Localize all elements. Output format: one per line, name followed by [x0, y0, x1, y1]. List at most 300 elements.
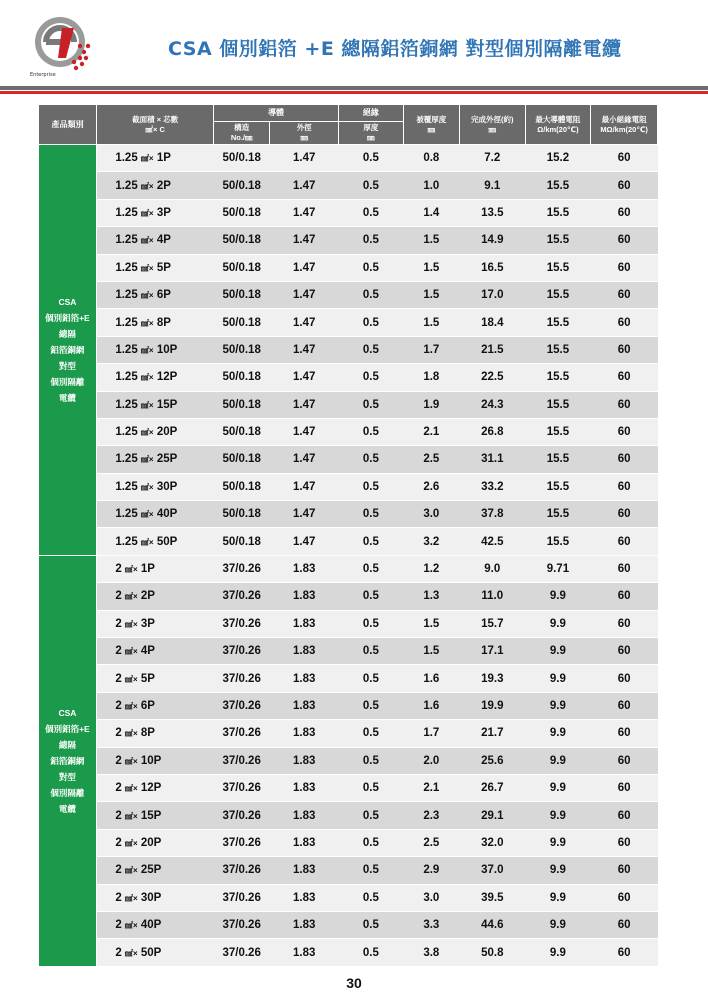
insulation-resistance-cell: 60	[591, 473, 658, 500]
table-row	[39, 747, 658, 774]
sheath-cell: 1.9	[403, 391, 459, 418]
insulation-cell: 0.5	[339, 145, 404, 172]
size-cores-cell: 2 ㎟× 4P	[97, 638, 214, 665]
resistance-cell: 9.9	[525, 610, 591, 637]
sheath-cell: 3.0	[403, 884, 459, 911]
construction-cell: 50/0.18	[214, 364, 270, 391]
insulation-resistance-cell: 60	[591, 281, 658, 308]
insulation-resistance-cell: 60	[591, 172, 658, 199]
table-row	[39, 172, 658, 199]
sheath-cell: 1.5	[403, 610, 459, 637]
insulation-cell: 0.5	[339, 555, 404, 582]
sheath-cell: 1.7	[403, 336, 459, 363]
construction-cell: 37/0.26	[214, 911, 270, 938]
header-cross-section: 截面積 × 芯數 ㎟× C	[97, 105, 214, 145]
table-row	[39, 692, 658, 719]
finished-od-cell: 19.3	[459, 665, 525, 692]
header-finished-od: 完成外徑(約) ㎜	[459, 105, 525, 145]
insulation-cell: 0.5	[339, 364, 404, 391]
sheath-cell: 3.2	[403, 528, 459, 555]
size-cores-cell: 1.25 ㎟× 4P	[97, 227, 214, 254]
header-conductor-construction: 構造 No./㎜	[214, 122, 270, 145]
conductor-od-cell: 1.47	[270, 172, 339, 199]
conductor-od-cell: 1.47	[270, 364, 339, 391]
table-row	[39, 638, 658, 665]
finished-od-cell: 16.5	[459, 254, 525, 281]
header-conductor: 導體	[214, 105, 339, 122]
finished-od-cell: 39.5	[459, 884, 525, 911]
size-cores-cell: 1.25 ㎟× 5P	[97, 254, 214, 281]
insulation-cell: 0.5	[339, 610, 404, 637]
size-cores-cell: 1.25 ㎟× 2P	[97, 172, 214, 199]
insulation-resistance-cell: 60	[591, 254, 658, 281]
conductor-od-cell: 1.47	[270, 227, 339, 254]
finished-od-cell: 13.5	[459, 199, 525, 226]
resistance-cell: 9.9	[525, 939, 591, 966]
conductor-od-cell: 1.83	[270, 638, 339, 665]
construction-cell: 37/0.26	[214, 583, 270, 610]
size-cores-cell: 2 ㎟× 3P	[97, 610, 214, 637]
logo-text: Enterprise	[30, 72, 56, 78]
size-cores-cell: 2 ㎟× 30P	[97, 884, 214, 911]
conductor-od-cell: 1.47	[270, 309, 339, 336]
sheath-cell: 1.5	[403, 281, 459, 308]
insulation-cell: 0.5	[339, 747, 404, 774]
resistance-cell: 15.5	[525, 364, 591, 391]
size-cores-cell: 1.25 ㎟× 50P	[97, 528, 214, 555]
insulation-cell: 0.5	[339, 720, 404, 747]
resistance-cell: 15.5	[525, 227, 591, 254]
table-row	[39, 446, 658, 473]
conductor-od-cell: 1.83	[270, 665, 339, 692]
conductor-od-cell: 1.47	[270, 446, 339, 473]
conductor-od-cell: 1.83	[270, 857, 339, 884]
conductor-od-cell: 1.47	[270, 145, 339, 172]
header-max-resistance: 最大導體電阻 Ω/km(20℃)	[525, 105, 591, 145]
insulation-resistance-cell: 60	[591, 884, 658, 911]
category-label-line: 個別鋁箔+E	[45, 723, 90, 734]
table-row	[39, 391, 658, 418]
category-label-line: 電纜	[58, 392, 76, 403]
sheath-cell: 3.0	[403, 501, 459, 528]
finished-od-cell: 50.8	[459, 939, 525, 966]
table-row	[39, 528, 658, 555]
insulation-resistance-cell: 60	[591, 555, 658, 582]
resistance-cell: 9.9	[525, 583, 591, 610]
sheath-cell: 1.8	[403, 364, 459, 391]
sheath-cell: 2.1	[403, 774, 459, 801]
table-row	[39, 939, 658, 966]
table-row	[39, 227, 658, 254]
insulation-cell: 0.5	[339, 281, 404, 308]
resistance-cell: 15.5	[525, 254, 591, 281]
insulation-cell: 0.5	[339, 172, 404, 199]
size-cores-cell: 2 ㎟× 20P	[97, 829, 214, 856]
category-label-line: 電纜	[58, 803, 76, 814]
finished-od-cell: 11.0	[459, 583, 525, 610]
resistance-cell: 9.9	[525, 829, 591, 856]
conductor-od-cell: 1.47	[270, 501, 339, 528]
insulation-resistance-cell: 60	[591, 336, 658, 363]
table-row	[39, 884, 658, 911]
conductor-od-cell: 1.47	[270, 473, 339, 500]
sheath-cell: 3.8	[403, 939, 459, 966]
category-label	[39, 555, 97, 965]
header-insulation-thickness: 厚度 ㎜	[339, 122, 404, 145]
finished-od-cell: 33.2	[459, 473, 525, 500]
insulation-cell: 0.5	[339, 939, 404, 966]
conductor-od-cell: 1.83	[270, 555, 339, 582]
conductor-od-cell: 1.83	[270, 911, 339, 938]
insulation-cell: 0.5	[339, 501, 404, 528]
insulation-resistance-cell: 60	[591, 638, 658, 665]
insulation-cell: 0.5	[339, 254, 404, 281]
finished-od-cell: 19.9	[459, 692, 525, 719]
sheath-cell: 1.0	[403, 172, 459, 199]
insulation-resistance-cell: 60	[591, 364, 658, 391]
construction-cell: 37/0.26	[214, 665, 270, 692]
finished-od-cell: 21.5	[459, 336, 525, 363]
finished-od-cell: 9.1	[459, 172, 525, 199]
conductor-od-cell: 1.83	[270, 939, 339, 966]
insulation-cell: 0.5	[339, 227, 404, 254]
sheath-cell: 1.5	[403, 309, 459, 336]
page-title: CSA 個別鋁箔 +E 總隔鋁箔銅網 對型個別隔離電纜	[168, 38, 622, 60]
insulation-cell: 0.5	[339, 857, 404, 884]
size-cores-cell: 2 ㎟× 15P	[97, 802, 214, 829]
construction-cell: 37/0.26	[214, 638, 270, 665]
insulation-resistance-cell: 60	[591, 227, 658, 254]
category-label-line: CSA	[58, 296, 77, 307]
insulation-cell: 0.5	[339, 774, 404, 801]
finished-od-cell: 44.6	[459, 911, 525, 938]
construction-cell: 50/0.18	[214, 281, 270, 308]
sheath-cell: 2.3	[403, 802, 459, 829]
conductor-od-cell: 1.83	[270, 884, 339, 911]
table-row	[39, 829, 658, 856]
table-row	[39, 364, 658, 391]
size-cores-cell: 2 ㎟× 6P	[97, 692, 214, 719]
insulation-cell: 0.5	[339, 446, 404, 473]
construction-cell: 37/0.26	[214, 774, 270, 801]
finished-od-cell: 18.4	[459, 309, 525, 336]
resistance-cell: 15.5	[525, 501, 591, 528]
insulation-cell: 0.5	[339, 336, 404, 363]
construction-cell: 50/0.18	[214, 254, 270, 281]
insulation-resistance-cell: 60	[591, 747, 658, 774]
size-cores-cell: 1.25 ㎟× 25P	[97, 446, 214, 473]
insulation-resistance-cell: 60	[591, 610, 658, 637]
category-label	[39, 145, 97, 556]
sheath-cell: 2.1	[403, 418, 459, 445]
insulation-resistance-cell: 60	[591, 199, 658, 226]
insulation-resistance-cell: 60	[591, 145, 658, 172]
insulation-resistance-cell: 60	[591, 774, 658, 801]
category-label-line: 個別鋁箔+E	[45, 312, 90, 323]
conductor-od-cell: 1.83	[270, 692, 339, 719]
size-cores-cell: 1.25 ㎟× 8P	[97, 309, 214, 336]
finished-od-cell: 26.7	[459, 774, 525, 801]
conductor-od-cell: 1.83	[270, 747, 339, 774]
conductor-od-cell: 1.83	[270, 610, 339, 637]
sheath-cell: 1.5	[403, 638, 459, 665]
construction-cell: 37/0.26	[214, 939, 270, 966]
resistance-cell: 9.9	[525, 774, 591, 801]
insulation-resistance-cell: 60	[591, 309, 658, 336]
conductor-od-cell: 1.83	[270, 829, 339, 856]
construction-cell: 37/0.26	[214, 610, 270, 637]
resistance-cell: 9.9	[525, 692, 591, 719]
construction-cell: 37/0.26	[214, 747, 270, 774]
resistance-cell: 9.9	[525, 802, 591, 829]
sheath-cell: 2.5	[403, 829, 459, 856]
conductor-od-cell: 1.83	[270, 774, 339, 801]
size-cores-cell: 1.25 ㎟× 20P	[97, 418, 214, 445]
insulation-cell: 0.5	[339, 665, 404, 692]
resistance-cell: 9.9	[525, 747, 591, 774]
finished-od-cell: 26.8	[459, 418, 525, 445]
conductor-od-cell: 1.47	[270, 281, 339, 308]
construction-cell: 50/0.18	[214, 501, 270, 528]
insulation-resistance-cell: 60	[591, 911, 658, 938]
table-row	[39, 473, 658, 500]
table-row	[39, 145, 658, 172]
construction-cell: 37/0.26	[214, 720, 270, 747]
insulation-resistance-cell: 60	[591, 720, 658, 747]
size-cores-cell: 1.25 ㎟× 15P	[97, 391, 214, 418]
table-row	[39, 720, 658, 747]
resistance-cell: 15.5	[525, 391, 591, 418]
insulation-cell: 0.5	[339, 829, 404, 856]
resistance-cell: 15.5	[525, 309, 591, 336]
construction-cell: 37/0.26	[214, 692, 270, 719]
sheath-cell: 2.6	[403, 473, 459, 500]
table-row	[39, 281, 658, 308]
table-row	[39, 418, 658, 445]
finished-od-cell: 7.2	[459, 145, 525, 172]
resistance-cell: 9.9	[525, 857, 591, 884]
finished-od-cell: 15.7	[459, 610, 525, 637]
table-row	[39, 501, 658, 528]
table-row	[39, 610, 658, 637]
table-row	[39, 774, 658, 801]
construction-cell: 50/0.18	[214, 336, 270, 363]
size-cores-cell: 1.25 ㎟× 1P	[97, 145, 214, 172]
insulation-cell: 0.5	[339, 638, 404, 665]
sheath-cell: 1.5	[403, 227, 459, 254]
resistance-cell: 15.5	[525, 473, 591, 500]
category-label-line: 鋁箔銅網	[50, 344, 85, 355]
insulation-cell: 0.5	[339, 473, 404, 500]
sheath-cell: 1.6	[403, 692, 459, 719]
resistance-cell: 15.5	[525, 199, 591, 226]
category-label-line: 對型	[58, 771, 76, 782]
finished-od-cell: 37.8	[459, 501, 525, 528]
insulation-cell: 0.5	[339, 199, 404, 226]
header-min-insulation: 最小絕緣電阻 MΩ/km(20℃)	[591, 105, 658, 145]
insulation-resistance-cell: 60	[591, 665, 658, 692]
insulation-resistance-cell: 60	[591, 446, 658, 473]
size-cores-cell: 2 ㎟× 5P	[97, 665, 214, 692]
construction-cell: 37/0.26	[214, 857, 270, 884]
sheath-cell: 1.4	[403, 199, 459, 226]
conductor-od-cell: 1.83	[270, 720, 339, 747]
size-cores-cell: 2 ㎟× 50P	[97, 939, 214, 966]
size-cores-cell: 2 ㎟× 40P	[97, 911, 214, 938]
conductor-od-cell: 1.47	[270, 199, 339, 226]
finished-od-cell: 42.5	[459, 528, 525, 555]
insulation-cell: 0.5	[339, 418, 404, 445]
category-label-line: CSA	[58, 707, 77, 718]
insulation-cell: 0.5	[339, 583, 404, 610]
finished-od-cell: 9.0	[459, 555, 525, 582]
size-cores-cell: 1.25 ㎟× 3P	[97, 199, 214, 226]
insulation-resistance-cell: 60	[591, 857, 658, 884]
sheath-cell: 2.9	[403, 857, 459, 884]
category-label-line: 總隔	[58, 328, 76, 339]
spec-table-body	[39, 145, 658, 966]
conductor-od-cell: 1.47	[270, 254, 339, 281]
resistance-cell: 15.5	[525, 418, 591, 445]
resistance-cell: 9.71	[525, 555, 591, 582]
construction-cell: 50/0.18	[214, 473, 270, 500]
category-label-line: 總隔	[58, 739, 76, 750]
construction-cell: 37/0.26	[214, 555, 270, 582]
insulation-cell: 0.5	[339, 884, 404, 911]
insulation-cell: 0.5	[339, 528, 404, 555]
resistance-cell: 15.5	[525, 281, 591, 308]
table-row	[39, 857, 658, 884]
finished-od-cell: 29.1	[459, 802, 525, 829]
construction-cell: 50/0.18	[214, 145, 270, 172]
finished-od-cell: 37.0	[459, 857, 525, 884]
insulation-cell: 0.5	[339, 911, 404, 938]
construction-cell: 50/0.18	[214, 227, 270, 254]
finished-od-cell: 17.1	[459, 638, 525, 665]
conductor-od-cell: 1.83	[270, 583, 339, 610]
sheath-cell: 1.2	[403, 555, 459, 582]
conductor-od-cell: 1.47	[270, 391, 339, 418]
insulation-cell: 0.5	[339, 802, 404, 829]
resistance-cell: 9.9	[525, 911, 591, 938]
category-label-line: 對型	[58, 360, 76, 371]
header-category: 產品類別	[39, 105, 97, 145]
spec-table	[38, 104, 658, 966]
construction-cell: 50/0.18	[214, 199, 270, 226]
construction-cell: 37/0.26	[214, 802, 270, 829]
finished-od-cell: 21.7	[459, 720, 525, 747]
table-row	[39, 665, 658, 692]
conductor-od-cell: 1.47	[270, 336, 339, 363]
header-conductor-od: 外徑 ㎜	[270, 122, 339, 145]
finished-od-cell: 32.0	[459, 829, 525, 856]
insulation-cell: 0.5	[339, 391, 404, 418]
size-cores-cell: 2 ㎟× 10P	[97, 747, 214, 774]
table-row	[39, 199, 658, 226]
conductor-od-cell: 1.47	[270, 528, 339, 555]
finished-od-cell: 22.5	[459, 364, 525, 391]
conductor-od-cell: 1.83	[270, 802, 339, 829]
insulation-resistance-cell: 60	[591, 692, 658, 719]
table-row	[39, 309, 658, 336]
size-cores-cell: 1.25 ㎟× 12P	[97, 364, 214, 391]
insulation-resistance-cell: 60	[591, 501, 658, 528]
table-row	[39, 802, 658, 829]
resistance-cell: 15.2	[525, 145, 591, 172]
insulation-resistance-cell: 60	[591, 939, 658, 966]
header-insulation: 絕緣	[339, 105, 404, 122]
insulation-resistance-cell: 60	[591, 802, 658, 829]
page-number: 30	[346, 975, 362, 991]
size-cores-cell: 1.25 ㎟× 10P	[97, 336, 214, 363]
insulation-resistance-cell: 60	[591, 528, 658, 555]
construction-cell: 50/0.18	[214, 309, 270, 336]
construction-cell: 37/0.26	[214, 829, 270, 856]
size-cores-cell: 1.25 ㎟× 30P	[97, 473, 214, 500]
sheath-cell: 2.5	[403, 446, 459, 473]
sheath-cell: 1.3	[403, 583, 459, 610]
category-label-line: 個別隔離	[50, 787, 85, 798]
resistance-cell: 9.9	[525, 638, 591, 665]
sheath-cell: 3.3	[403, 911, 459, 938]
finished-od-cell: 25.6	[459, 747, 525, 774]
insulation-resistance-cell: 60	[591, 391, 658, 418]
construction-cell: 37/0.26	[214, 884, 270, 911]
sheath-cell: 0.8	[403, 145, 459, 172]
conductor-od-cell: 1.47	[270, 418, 339, 445]
size-cores-cell: 2 ㎟× 8P	[97, 720, 214, 747]
category-label-line: 個別隔離	[50, 376, 85, 387]
table-row	[39, 254, 658, 281]
sheath-cell: 2.0	[403, 747, 459, 774]
insulation-cell: 0.5	[339, 692, 404, 719]
resistance-cell: 15.5	[525, 528, 591, 555]
category-label-line: 鋁箔銅網	[50, 755, 85, 766]
resistance-cell: 9.9	[525, 665, 591, 692]
size-cores-cell: 2 ㎟× 25P	[97, 857, 214, 884]
table-row	[39, 336, 658, 363]
size-cores-cell: 2 ㎟× 2P	[97, 583, 214, 610]
resistance-cell: 15.5	[525, 336, 591, 363]
resistance-cell: 9.9	[525, 884, 591, 911]
size-cores-cell: 2 ㎟× 1P	[97, 555, 214, 582]
resistance-cell: 9.9	[525, 720, 591, 747]
header-sheath-thickness: 被覆厚度 ㎜	[403, 105, 459, 145]
size-cores-cell: 1.25 ㎟× 6P	[97, 281, 214, 308]
size-cores-cell: 1.25 ㎟× 40P	[97, 501, 214, 528]
finished-od-cell: 31.1	[459, 446, 525, 473]
header-rule-gray	[0, 86, 708, 90]
construction-cell: 50/0.18	[214, 528, 270, 555]
insulation-resistance-cell: 60	[591, 829, 658, 856]
resistance-cell: 15.5	[525, 172, 591, 199]
finished-od-cell: 17.0	[459, 281, 525, 308]
size-cores-cell: 2 ㎟× 12P	[97, 774, 214, 801]
resistance-cell: 15.5	[525, 446, 591, 473]
insulation-resistance-cell: 60	[591, 418, 658, 445]
finished-od-cell: 14.9	[459, 227, 525, 254]
header-rule-red	[0, 91, 708, 94]
construction-cell: 50/0.18	[214, 391, 270, 418]
table-row	[39, 555, 658, 582]
sheath-cell: 1.7	[403, 720, 459, 747]
construction-cell: 50/0.18	[214, 446, 270, 473]
insulation-resistance-cell: 60	[591, 583, 658, 610]
construction-cell: 50/0.18	[214, 418, 270, 445]
insulation-cell: 0.5	[339, 309, 404, 336]
table-row	[39, 583, 658, 610]
table-row	[39, 911, 658, 938]
